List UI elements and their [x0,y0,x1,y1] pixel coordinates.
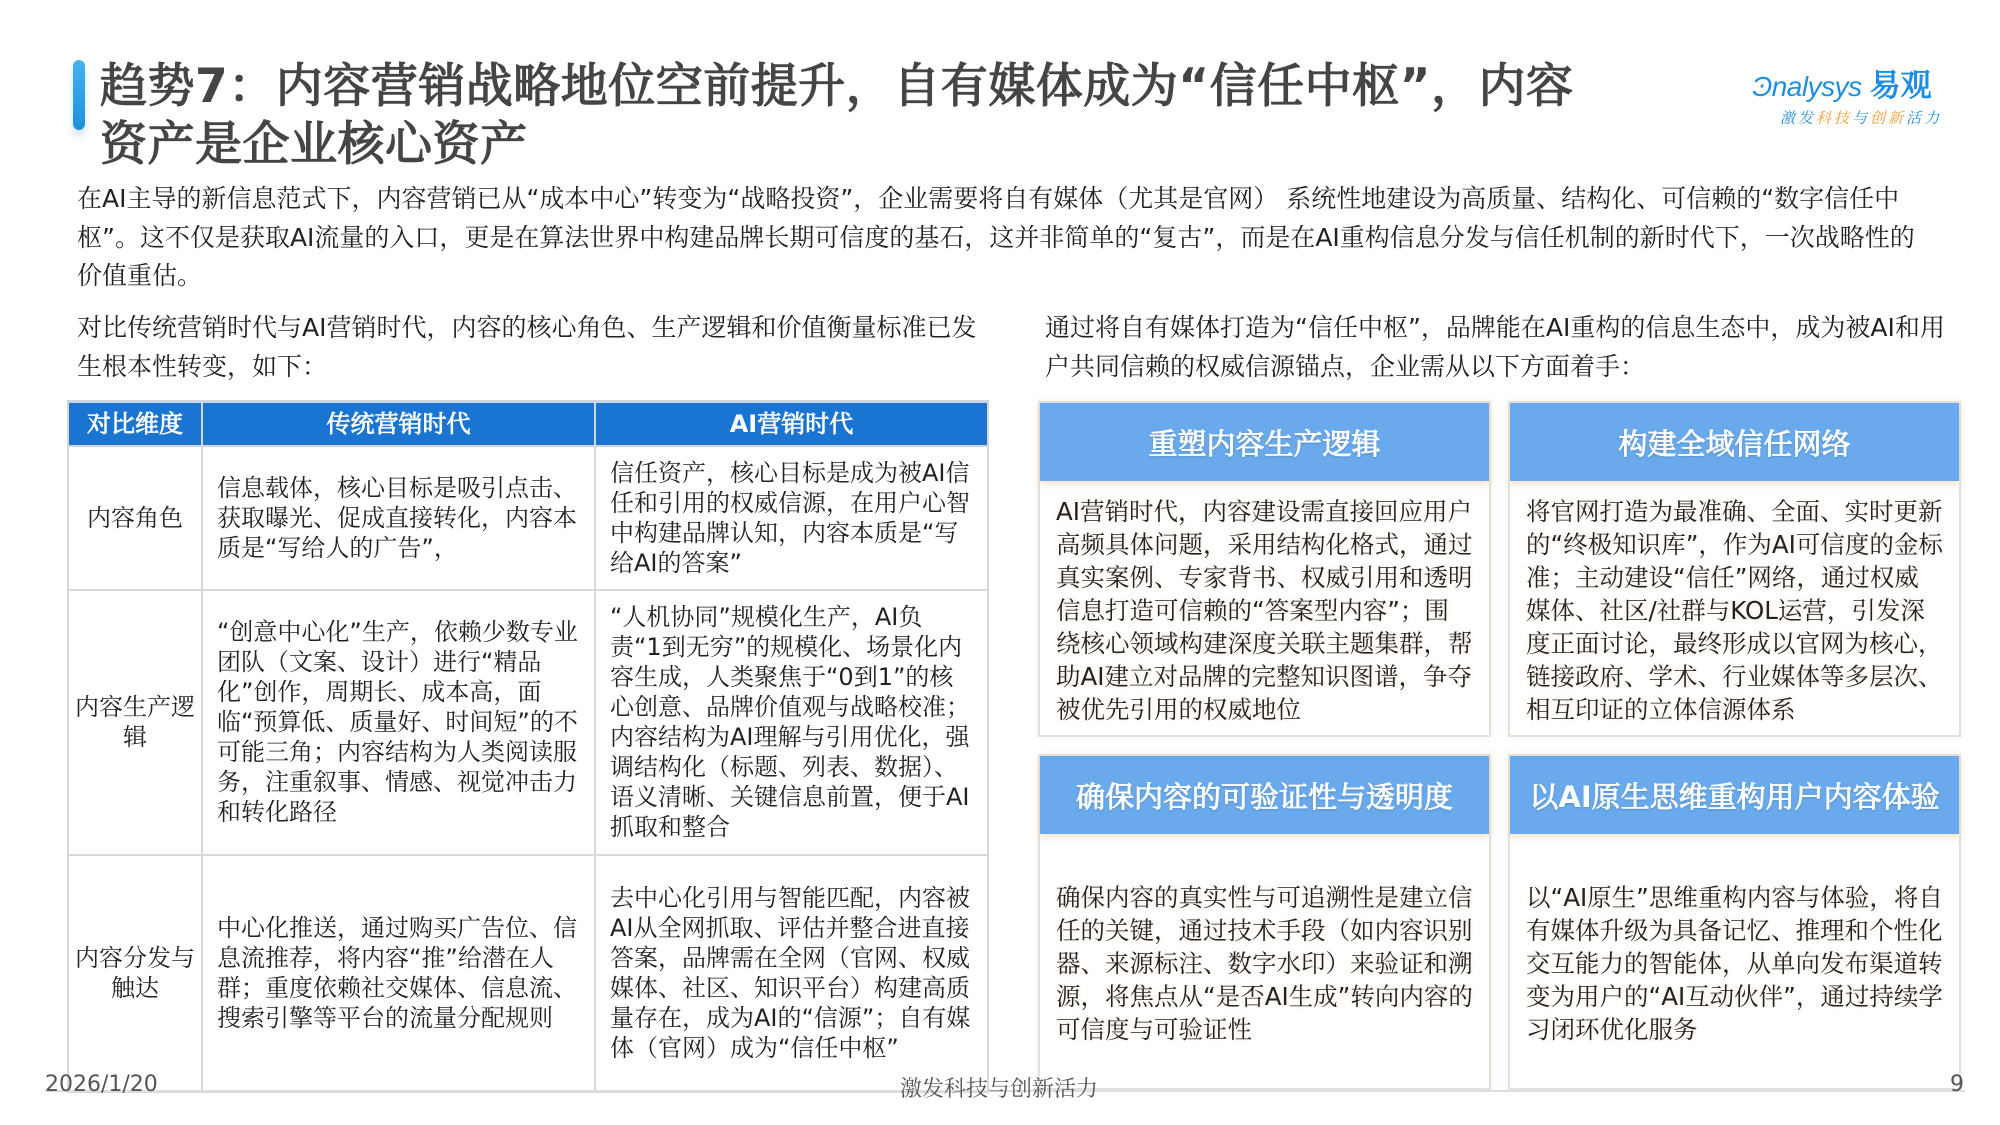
logo-tagline-part: 与 [1852,109,1871,127]
logo-tagline-part: 创新 [1870,109,1907,127]
footer-slogan: 激发科技与创新活力 [900,1077,1099,1102]
table-row [68,855,988,1092]
comparison-lead-text: 对比传统营销时代与AI营销时代，内容的核心角色、生产逻辑和价值衡量标准已发生根本性转变，如下： [77,313,977,381]
logo-tagline-part: 激发 [1780,109,1817,127]
table-cell-ai: 信任资产，核心目标是成为被AI信任和引用的权威信源，在用户心智中构建品牌认知，内容本质是“写给AI的答案” [595,446,988,590]
strategy-card-content-production [1038,401,1491,737]
table-header-row [68,402,988,446]
card-body: 以“AI原生”思维重构内容与体验，将自有媒体升级为具备记忆、推理和个性化交互能力的智能体，从单向发布渠道转变为用户的“AI互动伙伴”，通过持续学习闭环优化服务 [1526,882,1943,1044]
strategy-card-verifiability [1038,754,1491,1090]
title-accent-bar [73,60,85,130]
table-cell-dimension: 内容生产逻辑 [68,590,202,855]
comparison-table [67,400,989,1093]
card-title: 以AI原生思维重构用户内容体验 [1510,756,1959,834]
page-title-line-2: 资产是企业核心资产 [100,117,528,172]
card-body: 确保内容的真实性与可追溯性是建立信任的关键，通过技术手段（如内容识别器、来源标注、数字水印）来验证和溯源，将焦点从“是否AI生成”转向内容的可信度与可验证性 [1056,882,1473,1044]
table-header-traditional: 传统营销时代 [202,402,595,446]
page-number: 9 [1950,1072,1964,1097]
strategy-card-trust-network [1508,401,1961,737]
table-row [68,590,988,855]
table-cell-dimension: 内容角色 [68,446,202,590]
table-row [68,446,988,590]
table-cell-traditional: 信息载体，核心目标是吸引点击、获取曝光、促成直接转化，内容本质是“写给人的广告”， [202,446,595,590]
table-cell-ai: “人机协同”规模化生产，AI负责“1到无穷”的规模化、场景化内容生成，人类聚焦于“0到1”的核心创意、品牌价值观与战略校准；内容结构为AI理解与引用优化，强调结构化（标题、列表、数据）、语义清晰、关键信息前置，便于AI抓取和整合 [595,590,988,855]
logo-name-cn: 易观 [1869,68,1932,104]
strategy-card-ai-native [1508,754,1961,1090]
card-body: AI营销时代，内容建设需直接回应用户高频具体问题，采用结构化格式，通过真实案例、专家背书、权威引用和透明信息打造可信赖的“答案型内容”；围绕核心领域构建深度关联主题集群，帮助AI建立对品牌的完整知识图谱，争夺被优先引用的权威地位 [1056,496,1473,724]
page-title [100,58,1720,174]
card-title: 构建全域信任网络 [1510,403,1959,481]
strategy-lead-text: 通过将自有媒体打造为“信任中枢”，品牌能在AI重构的信息生态中，成为被AI和用户共同信赖的权威信源锚点，企业需从以下方面着手： [1045,313,1945,381]
card-title: 确保内容的可验证性与透明度 [1040,756,1489,834]
table-header-ai: AI营销时代 [595,402,988,446]
intro-paragraph: 在AI主导的新信息范式下，内容营销已从“成本中心”转变为“战略投资”，企业需要将自有媒体（尤其是官网） 系统性地建设为高质量、结构化、可信赖的“数字信任中枢”。这不仅是获取AI流量的入口，更是在算法世界中构建品牌长期可信度的基石，这并非简单的“复古”，而是在AI重构信息分发与信任机制的新时代下，一次战略性的价值重估。 [77,184,1915,290]
table-cell-traditional: “创意中心化”生产，依赖少数专业团队（文案、设计）进行“精品化”创作，周期长、成本高，面临“预算低、质量好、时间短”的不可能三角；内容结构为人类阅读服务，注重叙事、情感、视觉冲击力和转化路径 [202,590,595,855]
logo-name-en: Ͽnalysys [1752,71,1862,102]
analysys-logo [1752,60,1972,130]
logo-tagline-part: 科技 [1816,109,1853,127]
logo-tagline-part: 活力 [1906,109,1943,127]
table-cell-dimension: 内容分发与触达 [68,855,202,1092]
table-cell-ai: 去中心化引用与智能匹配，内容被AI从全网抓取、评估并整合进直接答案，品牌需在全网（官网、权威媒体、社区、知识平台）构建高质量存在，成为AI的“信源”；自有媒体（官网）成为“信任中枢” [595,855,988,1092]
table-cell-traditional: 中心化推送，通过购买广告位、信息流推荐，将内容“推”给潜在人群；重度依赖社交媒体、信息流、搜索引擎等平台的流量分配规则 [202,855,595,1092]
card-body: 将官网打造为最准确、全面、实时更新的“终极知识库”，作为AI可信度的金标准；主动建设“信任”网络，通过权威媒体、社区/社群与KOL运营，引发深度正面讨论，最终形成以官网为核心，链接政府、学术、行业媒体等多层次、相互印证的立体信源体系 [1526,496,1943,724]
logo-tagline [1780,107,1972,128]
table-header-dimension: 对比维度 [68,402,202,446]
footer-date: 2026/1/20 [45,1072,158,1097]
page-title-line-1: 趋势7：内容营销战略地位空前提升，自有媒体成为“信任中枢”，内容 [100,59,1574,114]
card-title: 重塑内容生产逻辑 [1040,403,1489,481]
